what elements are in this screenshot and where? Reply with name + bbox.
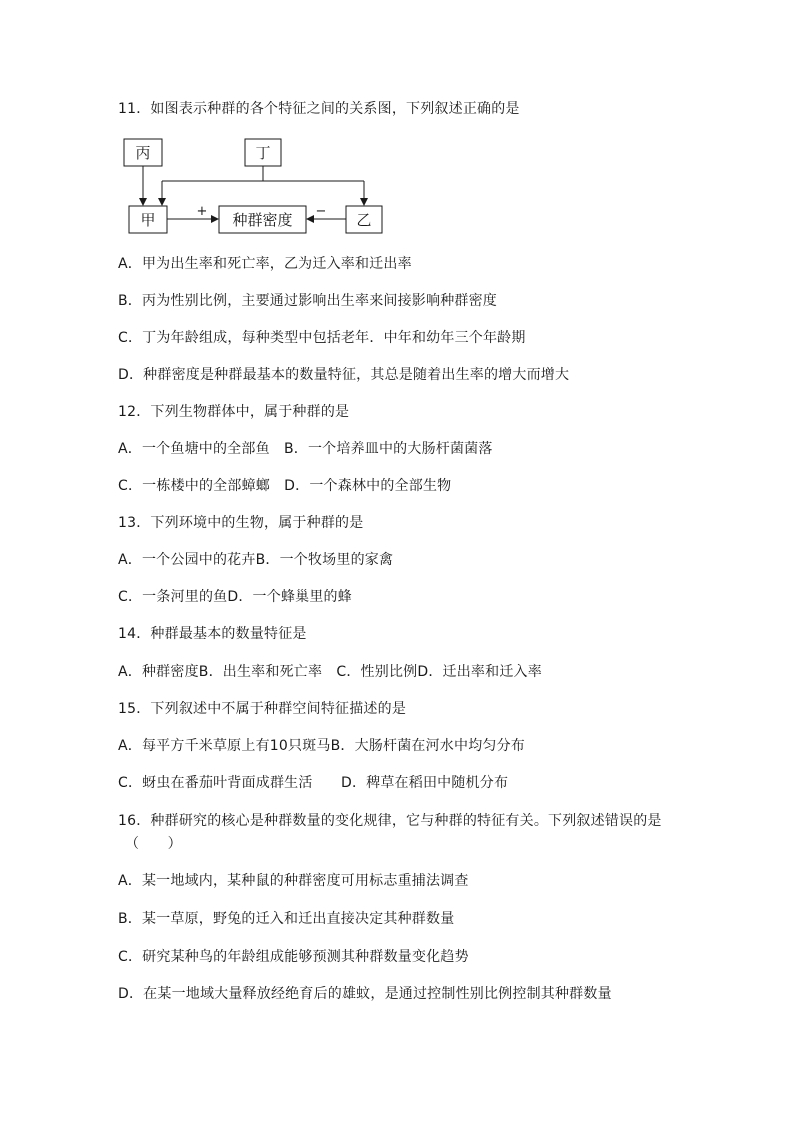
- minus-sign: −: [315, 204, 327, 219]
- question-11-stem: 11．如图表示种群的各个特征之间的关系图，下列叙述正确的是: [118, 101, 520, 117]
- question-13-options-ab: A．一个公园中的花卉B．一个牧场里的家禽: [118, 552, 394, 568]
- question-16-option-b: B．某一草原，野兔的迁入和迁出直接决定其种群数量: [118, 911, 455, 927]
- box-ding-label: 丁: [255, 144, 271, 162]
- question-12-options-cd: C．一栋楼中的全部蟑螂 D．一个森林中的全部生物: [118, 478, 452, 494]
- question-16-answer-paren: （ ）: [125, 836, 182, 852]
- question-11-option-d: D．种群密度是种群最基本的数量特征，其总是随着出生率的增大而增大: [118, 367, 570, 383]
- question-15-options-ab: A．每平方千米草原上有10只斑马B．大肠杆菌在河水中均匀分布: [118, 738, 525, 754]
- question-14-stem: 14．种群最基本的数量特征是: [118, 626, 307, 642]
- question-16-option-d: D．在某一地域大量释放经绝育后的雄蚊，是通过控制性别比例控制其种群数量: [118, 986, 612, 1002]
- box-jia-label: 甲: [140, 211, 156, 229]
- box-bing-label: 丙: [135, 144, 151, 162]
- box-yi-label: 乙: [356, 211, 372, 229]
- question-16-option-c: C．研究某种鸟的年龄组成能够预测其种群数量变化趋势: [118, 949, 469, 965]
- question-14-options: A．种群密度B．出生率和死亡率 C．性别比例D．迁出率和迁入率: [118, 664, 542, 680]
- question-11-option-a: A．甲为出生率和死亡率，乙为迁入率和迁出率: [118, 256, 412, 272]
- question-11-option-c: C．丁为年龄组成，每种类型中包括老年．中年和幼年三个年龄期: [118, 330, 526, 346]
- question-16-stem: 16．种群研究的核心是种群数量的变化规律，它与种群的特征有关。下列叙述错误的是: [118, 813, 662, 829]
- question-13-options-cd: C．一条河里的鱼D．一个蜂巢里的蜂: [118, 589, 352, 605]
- question-15-options-cd: C．蚜虫在番茄叶背面成群生活 D．稗草在稻田中随机分布: [118, 775, 509, 791]
- box-population-density-label: 种群密度: [232, 211, 293, 229]
- question-16-option-a: A．某一地域内，某种鼠的种群密度可用标志重捕法调查: [118, 873, 469, 889]
- question-11-option-b: B．丙为性别比例，主要通过影响出生率来间接影响种群密度: [118, 293, 498, 309]
- population-characteristics-diagram: [118, 134, 398, 244]
- question-15-stem: 15．下列叙述中不属于种群空间特征描述的是: [118, 701, 407, 717]
- plus-sign: +: [196, 204, 208, 219]
- question-12-stem: 12．下列生物群体中，属于种群的是: [118, 404, 350, 420]
- question-13-stem: 13．下列环境中的生物，属于种群的是: [118, 515, 364, 531]
- question-12-options-ab: A．一个鱼塘中的全部鱼 B．一个培养皿中的大肠杆菌菌落: [118, 441, 493, 457]
